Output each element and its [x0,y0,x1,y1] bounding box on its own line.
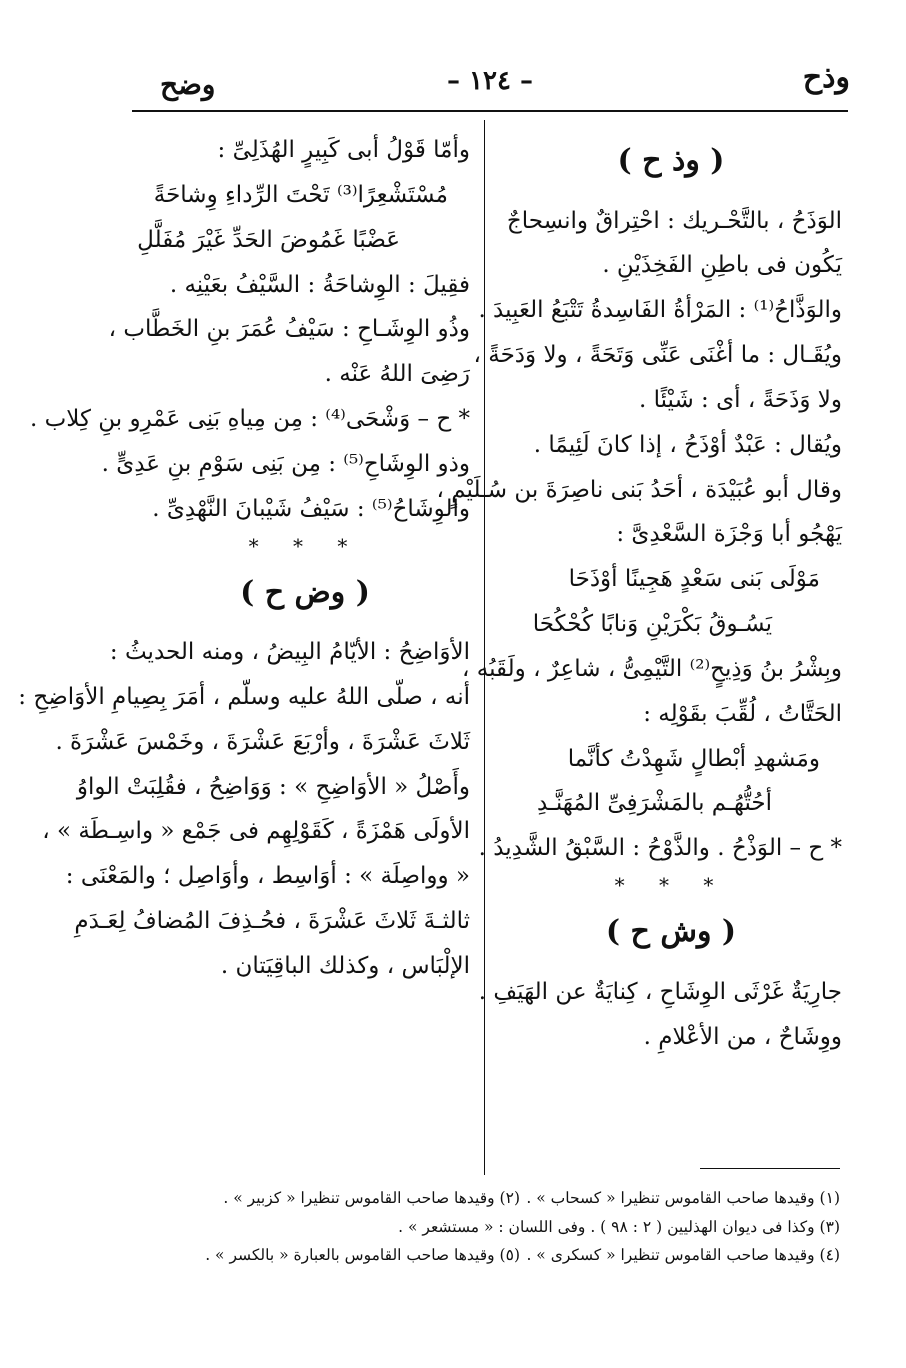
text-line: ويُقال : عَبْدٌ أوْذَحُ ، إذا كانَ لَئِيمًا . [533,431,842,458]
footnote-4: (٤) وقيدها صاحب القاموس تنظيرا « كسكرى » . [526,1246,840,1265]
footnote-3: (٣) وكذا فى ديوان الهذليين ( ٢ : ٩٨ ) . وفى اللسان : « مستشعر » . [398,1217,840,1236]
text-line: والوَذَّاحُ⁽¹⁾ : المَرْأةُ الفَاسِدةُ تَتْبَعُ العَبِيدَ . [478,297,842,324]
text-line: ولا وَذَحَةً ، أى : شَيْئًا . [638,386,842,413]
text-line: الحَتَّاتُ ، لُقِّبَ بقَوْلِه : [643,700,842,727]
text-line: وقال أبو عُبَيْدَة ، أحَدُ بَنى ناصِرَةَ بن سُـلَيْمٍ ، [436,476,842,503]
footnotes [140,1184,840,1270]
section-separator: * * * [248,533,362,558]
header-rule [132,110,848,112]
entry-heading: ( وذ ح ) [617,143,725,178]
footnote-row [140,1241,840,1270]
text-line: ثَلاثَ عَشْرَةَ ، وأرْبَعَ عَشْرَةَ ، وخَمْسَ عَشْرَةَ . [55,728,470,755]
text-line: يَهْجُو أبا وَجْزَة السَّعْدِىَّ : [616,521,842,548]
header-right-word: وذح [802,60,850,95]
text-line: ثالثـةَ ثَلاثَ عَشْرَةَ ، فحُـذِفَ المُضافُ لِعَـدَمِ [74,908,470,935]
right-column [436,128,842,1059]
footnote-row [140,1184,840,1213]
text-line: * ح – الوَذْحُ . والذَّوْحُ : السَّبْقُ الشَّدِيدُ . [478,835,842,862]
text-line: الأولَى هَمْزَةً ، كَقَوْلِهِم فى جَمْع « واسِـطَة » ، [42,818,470,845]
text-line: أنه ، صلّى اللهُ عليه وسلّم ، أمَرَ بِصِيامِ الأوَاضِحِ : [18,683,470,710]
text-line: يَكُون فى باطِنِ الفَخِذَيْنِ . [602,252,842,279]
text-line: « وواصِلَة » : أوَاسِط ، وأوَاصِل ؛ والمَعْنَى : [65,863,470,890]
verse-line: مَوْلَى بَنى سَعْدٍ هَجِينًا أوْذَحَا [568,566,820,593]
verse-line: مُسْتَشْعِرًا⁽³⁾ تَحْتَ الرِّداءِ وِشاحَةً [153,181,448,208]
text-line: وأمّا قَوْلُ أبى كَبِيرٍ الهُذَلِىِّ : [217,137,470,163]
verse-line: أحُتُّهُـم بالمَشْرَفِىِّ المُهَنَّـدِ [537,790,772,817]
text-line: * ح – وَشْحَى⁽⁴⁾ : مِن مِياهِ بَنِى عَمْرِو بنِ كِلاب . [30,406,470,433]
text-line: رَضِىَ اللهُ عَنْه . [324,361,470,388]
footnote-rule [700,1168,840,1169]
left-column [18,128,470,989]
text-line: الوَذَحُ ، بالتَّحْـريك : احْتِراقٌ وانسِحاجٌ [506,207,842,234]
footnote-5: (٥) وقيدها صاحب القاموس بالعبارة « بالكسر » . [205,1246,520,1265]
verse-line: عَضْبًا غَمُوضَ الحَدِّ غَيْرَ مُفَلَّلِ [137,226,400,253]
page-number: – ١٢٤ – [446,66,534,96]
page-header [130,60,850,106]
text-line: الأوَاضِحُ : الأيّامُ البِيضُ ، ومنه الحديثُ : [109,639,470,666]
text-line: وبِشْرُ بنُ وَذِيحٍ⁽²⁾ التَّيْمِىُّ ، شاعِرٌ ، ولَقَبُه ، [462,655,842,682]
entry-heading: ( وض ح ) [240,574,370,610]
verse-line: ومَشهدِ أبْطالٍ شَهِدْتُ كأنَّما [567,745,820,772]
section-separator: * * * [614,873,728,898]
text-line: ووِشَاحٌ ، من الأعْلامِ . [643,1023,842,1050]
text-line: جارِيَةٌ غَرْثَى الوِشَاحِ ، كِنايَةٌ عن الهَيَفِ . [478,978,842,1005]
footnote-1: (١) وقيدها صاحب القاموس تنظيرا « كسحاب » . [526,1189,840,1207]
text-line: وذو الوِشَاحِ⁽⁵⁾ : مِن بَنِى سَوْمِ بنِ عَدِىٍّ . [101,450,470,477]
text-line: وأَصْلُ « الأوَاضِحِ » : وَوَاضِحُ ، فقُلِبَتْ الواوُ [76,773,470,800]
text-line: والوِشَاحُ⁽⁵⁾ : سَيْفُ شَيْبانَ النَّهْدِىِّ . [152,495,470,522]
entry-heading: ( وش ح ) [605,914,737,950]
footnote-2: (٢) وقيدها صاحب القاموس تنظيرا « كزبير » . [223,1189,520,1207]
text-line: الإلْبَاس ، وكذلك الباقِيَتان . [220,953,470,979]
header-left-word: وضح [160,68,216,101]
text-line: ويُقَـال : ما أغْنَى عَنِّى وَتَحَةً ، ولا وَدَحَةً ، [473,342,842,369]
text-line: وذُو الوِشَـاحِ : سَيْفُ عُمَرَ بنِ الخَطَّاب ، [108,316,470,343]
verse-line: يَسُـوقُ بَكْرَيْنِ وَنابًا كُحْكُحَا [532,611,772,638]
text-line: فقِيلَ : الوِشاحَةُ : السَّيْفُ بعَيْنِه . [169,271,470,298]
